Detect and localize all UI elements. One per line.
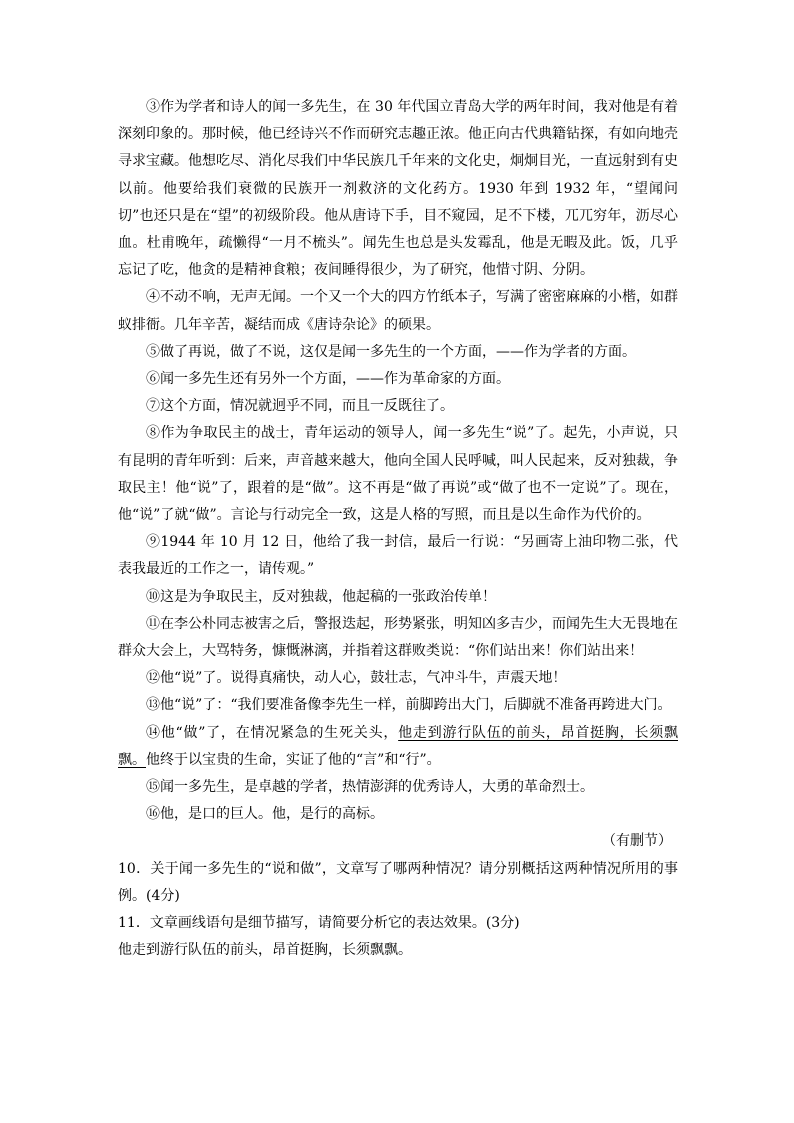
paragraph-16: ⑯他，是口的巨人。他，是行的高标。: [146, 806, 384, 823]
paragraph-14: [118, 720, 678, 774]
paragraph-10: ⑩这是为争取民主，反对独裁，他起稿的一张政治传单！: [146, 588, 496, 605]
question-11-quote: 他走到游行队伍的前头，昂首挺胸，长须飘飘。: [118, 942, 412, 959]
paragraph-9: ⑨1944 年 10 月 12 日，他给了我一封信，最后一行说：“另画寄上油印物二张，代表我最近的工作之一，请传观。”: [118, 534, 678, 578]
paragraph-12: ⑫他“说”了。说得真痛快，动人心，鼓壮志，气冲斗牛，声震天地！: [146, 670, 567, 687]
paragraph-5: ⑤做了再说，做了不说，这仅是闻一多先生的一个方面，——作为学者的方面。: [146, 343, 636, 360]
paragraph-7: ⑦这个方面，情况就迥乎不同，而且一反既往了。: [146, 398, 454, 415]
paragraph-13: ⑬他“说”了：“我们要准备像李先生一样，前脚跨出大门，后脚就不准备再跨进大门。: [146, 697, 672, 714]
paragraph-11: ⑪在李公朴同志被害之后，警报迭起，形势紧张，明知凶多吉少，而闻先生大无畏地在群众大会上，大骂特务，慷慨淋漓，并指着这群败类说：“你们站出来！你们站出来！: [118, 615, 678, 660]
document-page: [118, 94, 678, 965]
paragraph-6: ⑥闻一多先生还有另外一个方面，——作为革命家的方面。: [146, 371, 510, 388]
paragraph-14-after: 他终于以宝贵的生命，实证了他的“言”和“行”。: [146, 751, 441, 768]
question-11: 11．文章画线语句是细节描写，请简要分析它的表达效果。(3分): [118, 915, 520, 932]
abridged-note: （有删节）: [602, 833, 672, 850]
paragraph-3: ③作为学者和诗人的闻一多先生，在 30 年代国立青岛大学的两年时间，我对他是有着深刻印象的。那时候，他已经诗兴不作而研究志趣正浓。他正向古代典籍钻探，有如向地壳寻求宝藏。他想吃尽、消化尽我们中华民族几千年来的文化史，炯炯目光，一直远射到有史以前。他要给我们衰微的民族开一剂救济的文化药方。1930 年到 1932 年，“望闻问切”也还只是在“望”的初级阶段。他从唐诗下手，目不窥园，足不下楼，兀兀穷年，沥尽心血。杜甫晚年，疏懒得“一月不梳头”。闻先生也总是头发霉乱，他是无暇及此。饭，几乎忘记了吃，他贪的是精神食粮；夜间睡得很少，为了研究，他惜寸阴、分阴。: [118, 99, 678, 279]
question-10: 10．关于闻一多先生的“说和做”，文章写了哪两种情况？请分别概括这两种情况所用的事例。(4分): [118, 860, 678, 904]
paragraph-14-before: ⑭他“做”了，在情况紧急的生死关头，: [146, 724, 399, 741]
paragraph-8: ⑧作为争取民主的战士，青年运动的领导人，闻一多先生“说”了。起先，小声说，只有昆明的青年听到：后来，声音越来越大，他向全国人民呼喊，叫人民起来，反对独裁，争取民主！他“说”了，跟着的是“做”。这不再是“做了再说”或“做了也不一定说”了。现在，他“说”了就“做”。言论与行动完全一致，这是人格的写照，而且是以生命作为代价的。: [118, 425, 678, 524]
underlined-sentence: 他走到游行队伍的前头，昂首挺胸，长须飘飘。: [118, 724, 678, 768]
paragraph-4: ④不动不响，无声无闻。一个又一个大的四方竹纸本子，写满了密密麻麻的小楷，如群蚁排衙。几年辛苦，凝结而成《唐诗杂论》的硕果。: [118, 289, 678, 333]
paragraph-15: ⑮闻一多先生，是卓越的学者，热情澎湃的优秀诗人，大勇的革命烈士。: [146, 779, 594, 796]
